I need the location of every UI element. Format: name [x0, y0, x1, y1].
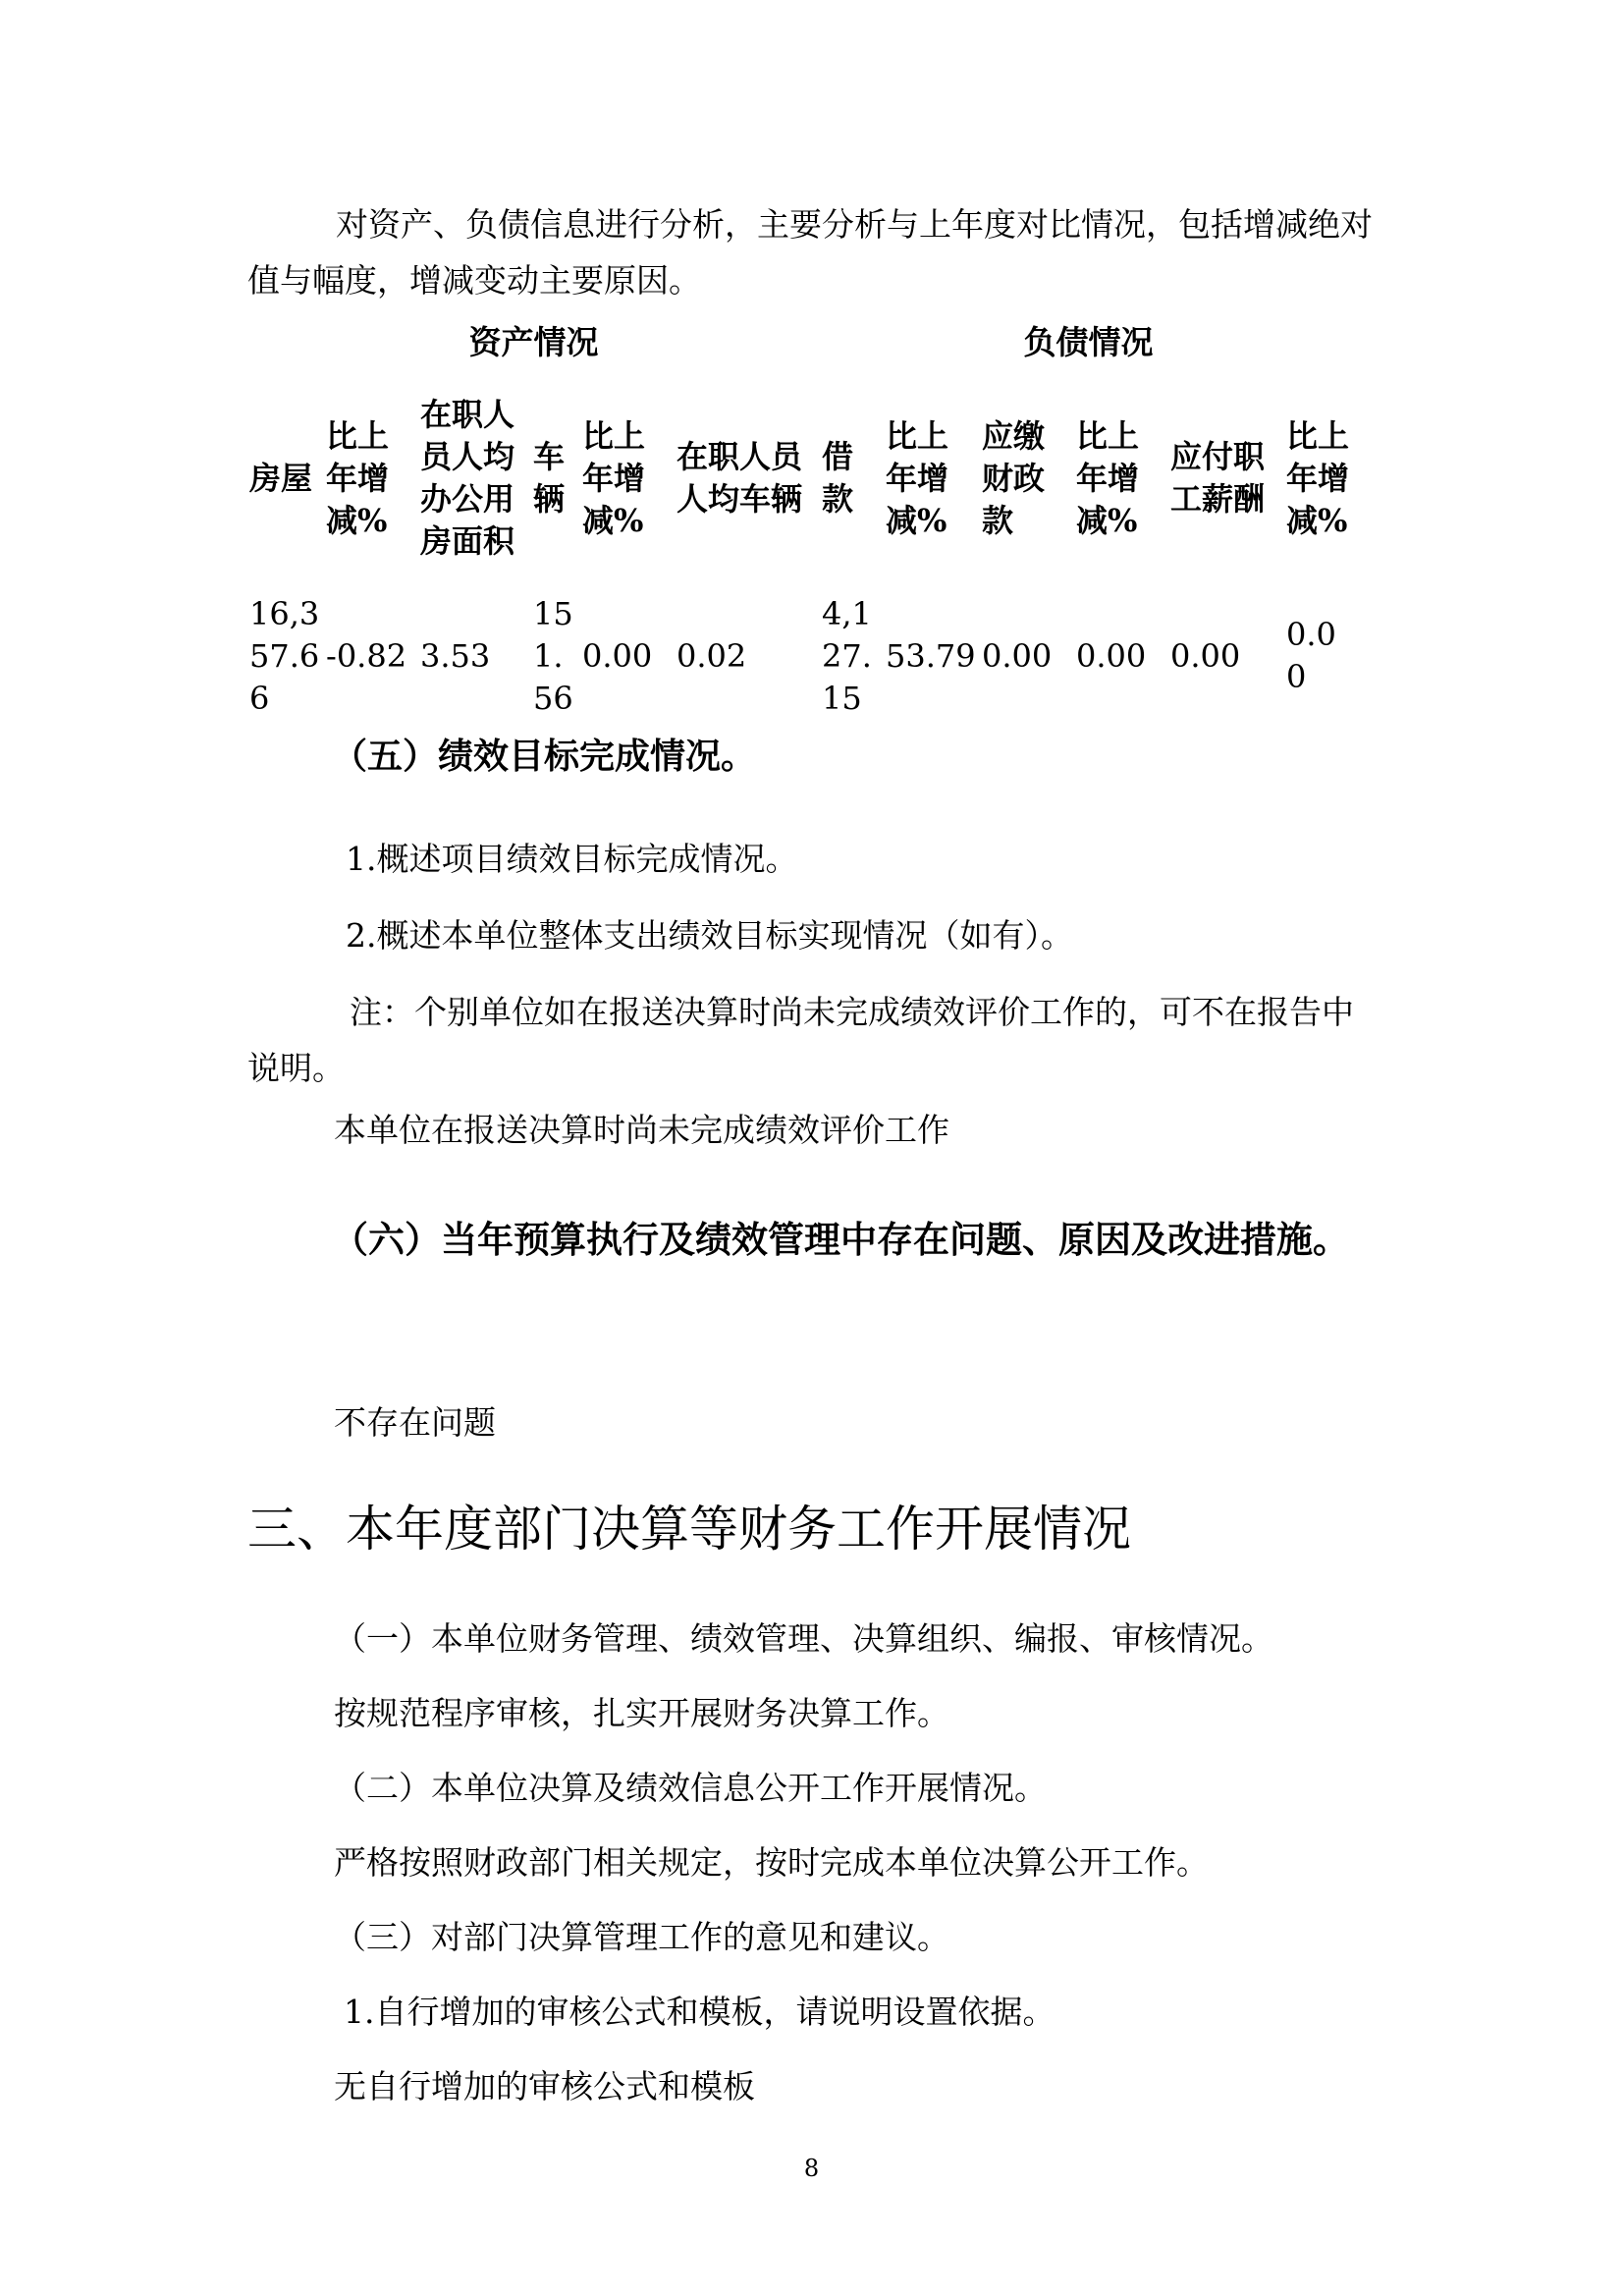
header-vehicles-change: 比上年增减% — [582, 416, 646, 539]
value-vehicles-per-staff: 0.02 — [676, 636, 747, 675]
asset-liability-table — [247, 316, 1357, 723]
intro-paragraph: 对资产、负债信息进行分析，主要分析与上年度对比情况，包括增减绝对值与幅度，增减变动主要原因。 — [247, 205, 1373, 300]
value-office-area: 3.53 — [420, 636, 491, 675]
header-vehicles-per-staff: 在职人员人均车辆 — [676, 438, 803, 518]
part-3-section-3-item-1-answer: 无自行增加的审核公式和模板 — [334, 2067, 755, 2105]
value-payroll-payable: 0.00 — [1170, 636, 1241, 675]
section-5-answer: 本单位在报送决算时尚未完成绩效评价工作 — [334, 1111, 949, 1149]
value-fiscal-payable: 0.00 — [982, 636, 1053, 675]
section-5-item-1: 1.概述项目绩效目标完成情况。 — [346, 840, 798, 878]
header-vehicles: 车辆 — [533, 438, 566, 518]
value-house: 16,357.66 — [249, 594, 320, 717]
part-3-heading: 三、本年度部门决算等财务工作开展情况 — [247, 1501, 1131, 1558]
value-fiscal-payable-change: 0.00 — [1076, 636, 1147, 675]
part-3-section-2-answer: 严格按照财政部门相关规定，按时完成本单位决算公开工作。 — [334, 1843, 1209, 1882]
header-payroll-payable: 应付职工薪酬 — [1170, 438, 1266, 518]
section-6-heading: （六）当年预算执行及绩效管理中存在问题、原因及改进措施。 — [332, 1218, 1349, 1261]
part-3-section-3-item-1: 1.自行增加的审核公式和模板，请说明设置依据。 — [344, 1993, 1055, 2031]
part-3-section-3: （三）对部门决算管理工作的意见和建议。 — [334, 1918, 949, 1956]
section-6-answer: 不存在问题 — [334, 1403, 496, 1442]
header-house-change: 比上年增减% — [326, 416, 390, 539]
section-5-item-2: 2.概述本单位整体支出绩效目标实现情况（如有）。 — [346, 916, 1073, 955]
header-office-area: 在职人员人均办公用房面积 — [420, 396, 515, 560]
section-5-note: 注：个别单位如在报送决算时尚未完成绩效评价工作的，可不在报告中说明。 — [247, 993, 1354, 1087]
liabilities-group-header: 负债情况 — [1023, 322, 1154, 361]
header-house: 房屋 — [249, 459, 313, 497]
value-vehicles: 151.56 — [533, 594, 573, 717]
value-vehicles-change: 0.00 — [582, 636, 653, 675]
value-house-change: -0.82 — [326, 636, 407, 675]
section-5-heading: （五）绩效目标完成情况。 — [332, 736, 757, 777]
header-payroll-payable-change: 比上年增减% — [1286, 416, 1350, 539]
header-fiscal-payable: 应缴财政款 — [982, 416, 1046, 539]
part-3-section-1-answer: 按规范程序审核，扎实开展财务决算工作。 — [334, 1694, 949, 1732]
page-number: 8 — [803, 2155, 820, 2182]
header-fiscal-payable-change: 比上年增减% — [1076, 416, 1140, 539]
part-3-section-1: （一）本单位财务管理、绩效管理、决算组织、编报、审核情况。 — [334, 1619, 1273, 1658]
value-payroll-payable-change: 0.00 — [1286, 616, 1336, 695]
header-loans-change: 比上年增减% — [886, 416, 949, 539]
assets-group-header: 资产情况 — [468, 322, 599, 361]
value-loans: 4,127.15 — [822, 594, 872, 717]
part-3-section-2: （二）本单位决算及绩效信息公开工作开展情况。 — [334, 1769, 1047, 1807]
value-loans-change: 53.79 — [886, 636, 976, 675]
header-loans: 借款 — [822, 438, 854, 518]
